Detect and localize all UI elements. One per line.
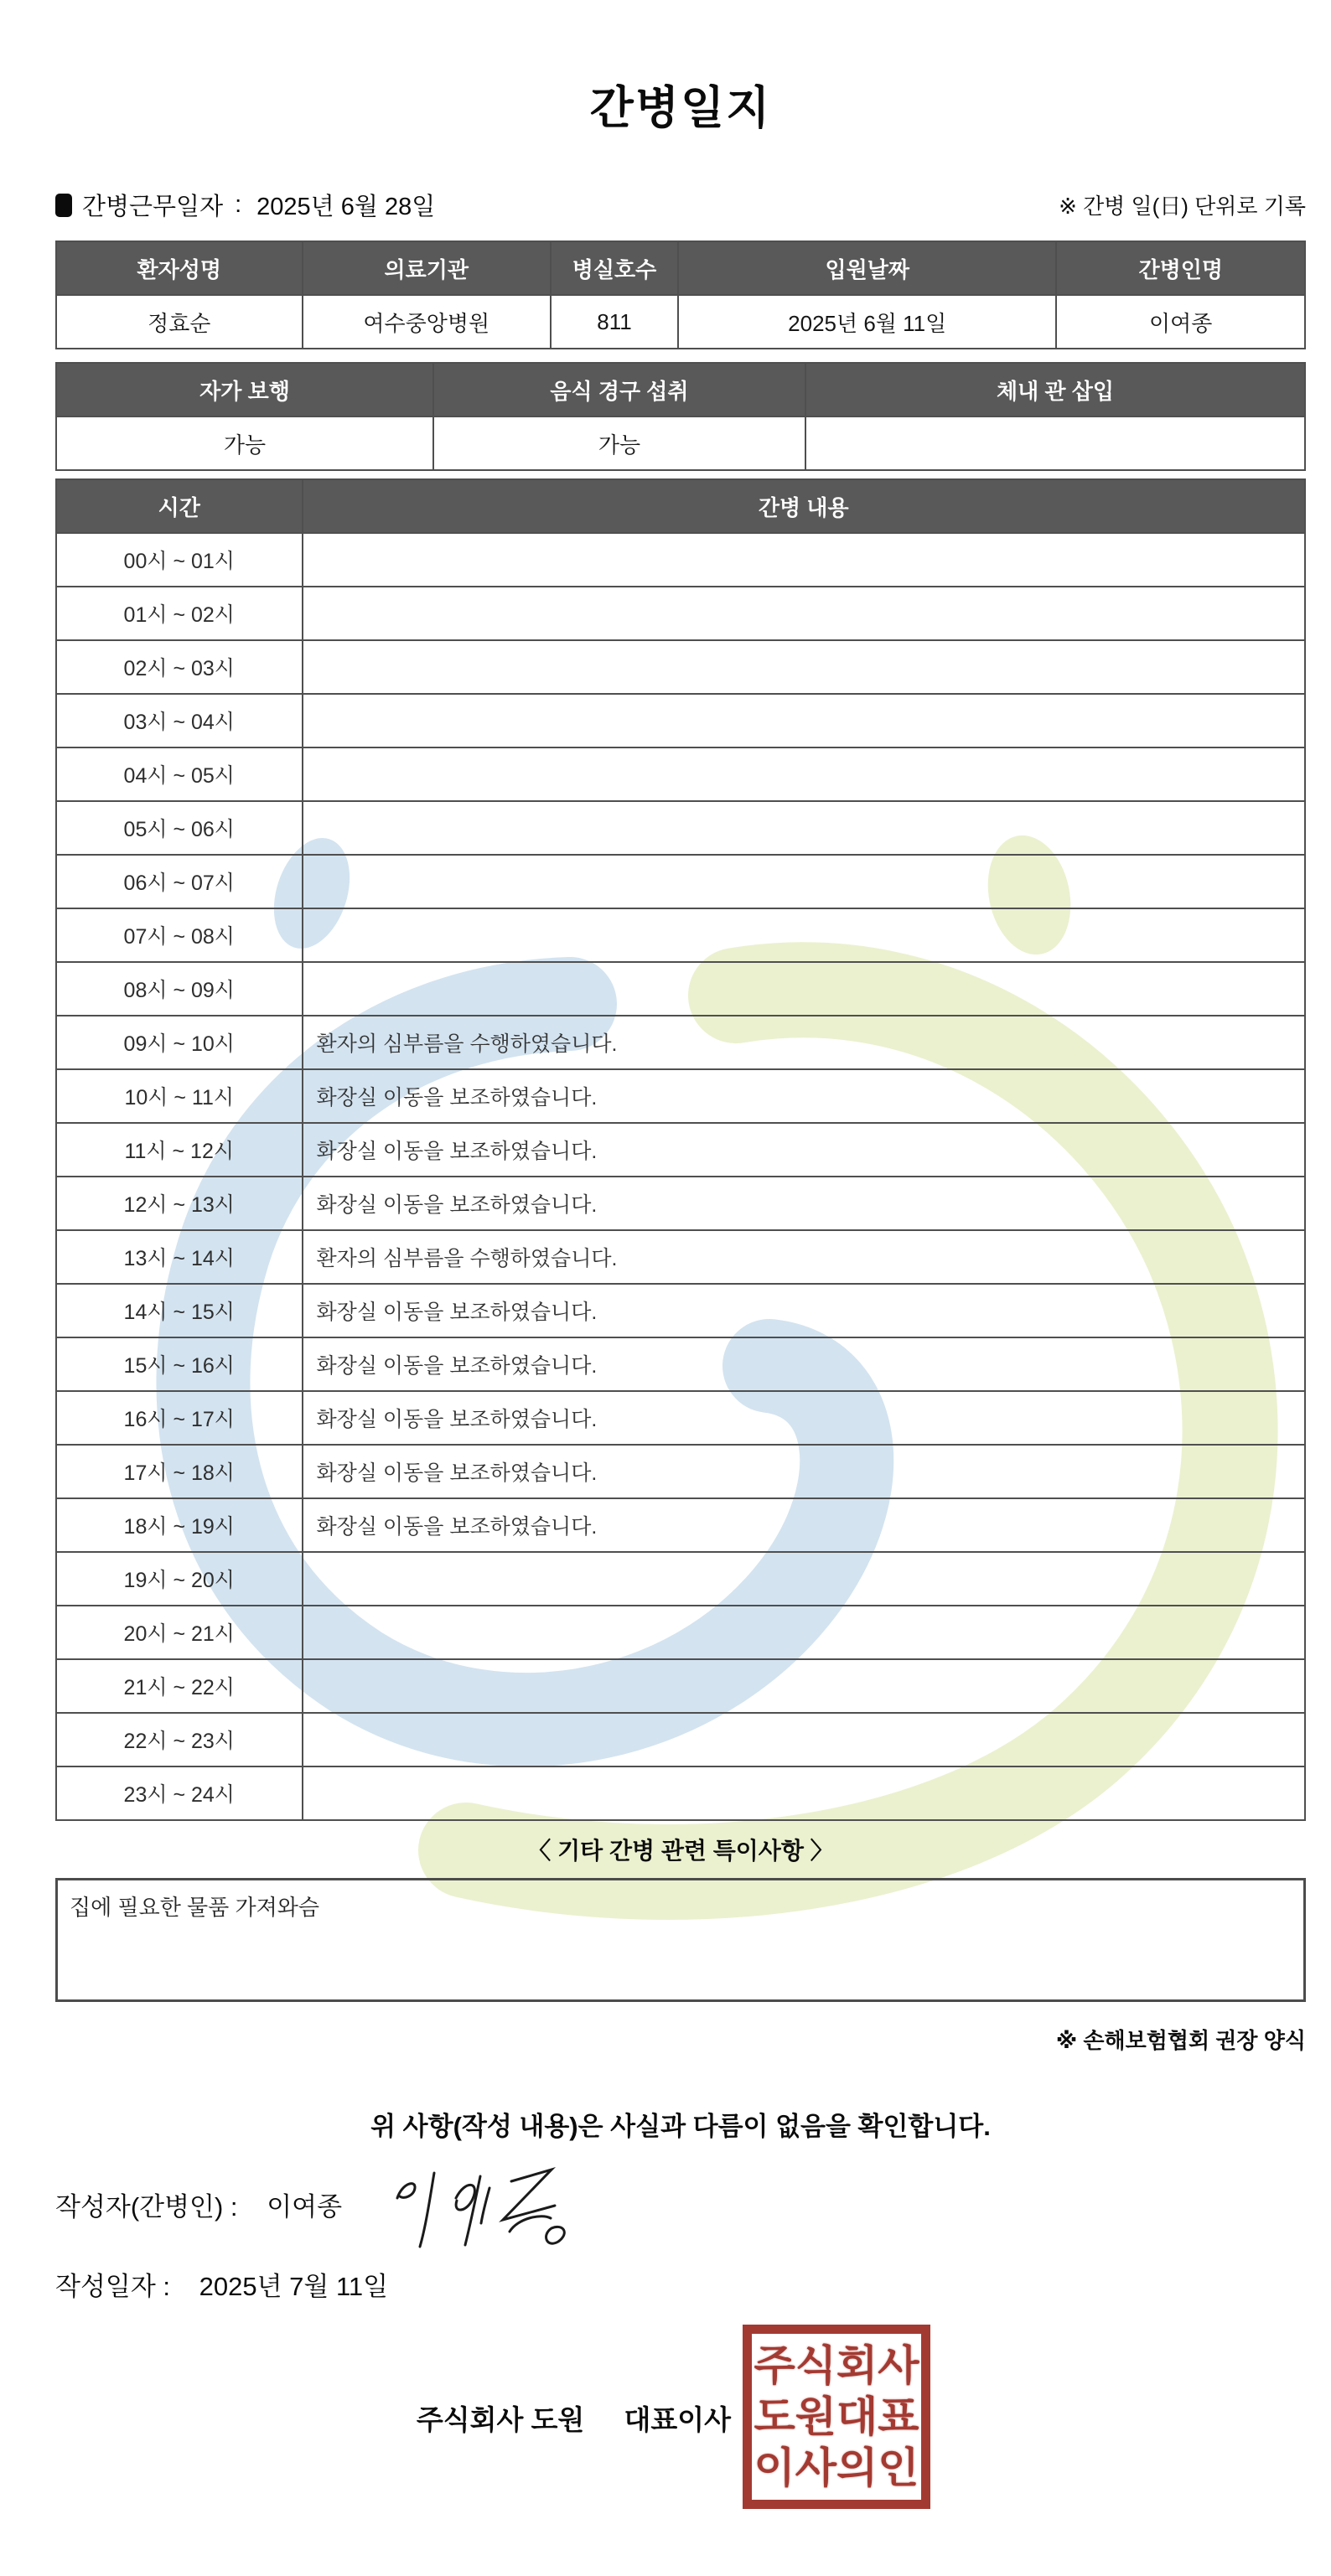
care-log-row [56, 1606, 1305, 1659]
care-log-row [56, 1337, 1305, 1391]
care-log-row [56, 694, 1305, 747]
write-date-value: 2025년 7월 11일 [199, 2272, 389, 2301]
care-content-cell: 화장실 이동을 보조하였습니다. [303, 1069, 1305, 1123]
writer-label: 작성자(간병인) : [55, 2192, 238, 2222]
notes-box: 집에 필요한 물품 가져와슴 [55, 1878, 1306, 2002]
care-log-row [56, 587, 1305, 640]
care-log-row [56, 1766, 1305, 1820]
care-content-cell [303, 1766, 1305, 1820]
care-content-cell [303, 855, 1305, 908]
write-date-label: 작성일자 : [55, 2272, 171, 2301]
self-walking-header: 자가 보행 [56, 363, 433, 416]
care-content-cell: 화장실 이동을 보조하였습니다. [303, 1498, 1305, 1552]
care-content-cell [303, 747, 1305, 801]
care-content-cell [303, 1659, 1305, 1713]
time-slot-cell: 10시 ~ 11시 [56, 1069, 303, 1123]
care-log-row [56, 801, 1305, 855]
writer-row [55, 2188, 1306, 2227]
care-content-cell: 화장실 이동을 보조하였습니다. [303, 1123, 1305, 1177]
writer-name: 이여종 [267, 2192, 343, 2222]
room-number-header: 병실호수 [551, 241, 678, 295]
care-log-row [56, 908, 1305, 962]
handwritten-signature [384, 2161, 593, 2262]
care-content-cell: 화장실 이동을 보조하였습니다. [303, 1177, 1305, 1230]
time-slot-cell: 06시 ~ 07시 [56, 855, 303, 908]
time-slot-cell: 11시 ~ 12시 [56, 1123, 303, 1177]
care-content-cell [303, 1552, 1305, 1606]
time-slot-cell: 19시 ~ 20시 [56, 1552, 303, 1606]
condition-header-row [56, 363, 1305, 416]
hospital-header: 의료기관 [303, 241, 552, 295]
care-content-cell: 환자의 심부름을 수행하였습니다. [303, 1230, 1305, 1284]
company-title: 대표이사 [624, 2404, 731, 2435]
care-log-row [56, 1123, 1305, 1177]
care-content-cell [303, 533, 1305, 587]
caregiver-name-header: 간병인명 [1056, 241, 1305, 295]
patient-name-value: 정효순 [56, 295, 303, 349]
care-log-row [56, 1552, 1305, 1606]
care-content-cell [303, 1606, 1305, 1659]
care-log-row [56, 1284, 1305, 1337]
hospital-value: 여수중앙병원 [303, 295, 552, 349]
tube-insertion-value [805, 416, 1305, 470]
care-log-row [56, 1659, 1305, 1713]
time-slot-cell: 00시 ~ 01시 [56, 533, 303, 587]
time-slot-cell: 05시 ~ 06시 [56, 801, 303, 855]
care-log-table [55, 478, 1306, 1821]
oral-intake-header: 음식 경구 섭취 [433, 363, 805, 416]
caregiver-name-value: 이여종 [1056, 295, 1305, 349]
care-log-row [56, 640, 1305, 694]
time-slot-cell: 03시 ~ 04시 [56, 694, 303, 747]
time-slot-cell: 17시 ~ 18시 [56, 1445, 303, 1498]
care-log-row [56, 1713, 1305, 1766]
care-content-cell [303, 640, 1305, 694]
care-content-cell: 화장실 이동을 보조하였습니다. [303, 1445, 1305, 1498]
patient-value-row [56, 295, 1305, 349]
time-slot-cell: 23시 ~ 24시 [56, 1766, 303, 1820]
oral-intake-value: 가능 [433, 416, 805, 470]
admission-date-header: 입원날짜 [678, 241, 1056, 295]
care-log-row [56, 1445, 1305, 1498]
stamp-line-3: 이사의인 [754, 2444, 919, 2491]
work-date-value: 2025년 6월 28일 [256, 194, 436, 220]
recommended-form-note: ※ 손해보험협회 권장 양식 [1055, 2028, 1306, 2053]
care-log-row [56, 747, 1305, 801]
care-header-row [56, 479, 1305, 533]
time-slot-cell: 08시 ~ 09시 [56, 962, 303, 1016]
care-log-row [56, 962, 1305, 1016]
meta-row [55, 188, 1306, 222]
page-title: 간병일지 [589, 83, 772, 133]
tube-insertion-header: 체내 관 삽입 [805, 363, 1305, 416]
time-slot-cell: 07시 ~ 08시 [56, 908, 303, 962]
time-slot-cell: 15시 ~ 16시 [56, 1337, 303, 1391]
care-log-row [56, 533, 1305, 587]
care-content-cell [303, 587, 1305, 640]
company-line [55, 2398, 731, 2438]
care-log-row [56, 1391, 1305, 1445]
admission-date-value: 2025년 6월 11일 [678, 295, 1056, 349]
self-walking-value: 가능 [56, 416, 433, 470]
time-slot-cell: 18시 ~ 19시 [56, 1498, 303, 1552]
time-slot-cell: 01시 ~ 02시 [56, 587, 303, 640]
company-name: 주식회사 도원 [416, 2404, 585, 2435]
time-slot-cell: 12시 ~ 13시 [56, 1177, 303, 1230]
care-log-row [56, 1016, 1305, 1069]
care-content-cell: 화장실 이동을 보조하였습니다. [303, 1284, 1305, 1337]
work-date-separator: : [235, 191, 242, 218]
room-number-value: 811 [551, 295, 678, 349]
time-slot-cell: 22시 ~ 23시 [56, 1713, 303, 1766]
condition-table [55, 362, 1306, 471]
care-log-row [56, 1069, 1305, 1123]
stamp-line-1: 주식회사 [754, 2342, 919, 2389]
time-header: 시간 [56, 479, 303, 533]
work-date-label: 간병근무일자 [82, 194, 224, 220]
work-date-line [55, 188, 435, 222]
time-slot-cell: 20시 ~ 21시 [56, 1606, 303, 1659]
unit-note: ※ 간병 일(日) 단위로 기록 [1059, 194, 1306, 219]
corporate-seal-stamp [743, 2325, 930, 2509]
time-slot-cell: 09시 ~ 10시 [56, 1016, 303, 1069]
care-content-cell: 환자의 심부름을 수행하였습니다. [303, 1016, 1305, 1069]
care-log-row [56, 1230, 1305, 1284]
care-content-cell: 화장실 이동을 보조하였습니다. [303, 1391, 1305, 1445]
patient-header-row [56, 241, 1305, 295]
care-log-row [56, 1177, 1305, 1230]
time-slot-cell: 16시 ~ 17시 [56, 1391, 303, 1445]
care-table-body [56, 479, 1305, 1820]
patient-name-header: 환자성명 [56, 241, 303, 295]
stamp-line-2: 도원대표 [754, 2393, 919, 2440]
care-content-cell [303, 1713, 1305, 1766]
time-slot-cell: 14시 ~ 15시 [56, 1284, 303, 1337]
care-log-row [56, 855, 1305, 908]
time-slot-cell: 02시 ~ 03시 [56, 640, 303, 694]
care-content-cell [303, 908, 1305, 962]
care-content-cell [303, 694, 1305, 747]
time-slot-cell: 13시 ~ 14시 [56, 1230, 303, 1284]
write-date-row [55, 2265, 1306, 2303]
confirmation-statement: 위 사항(작성 내용)은 사실과 다름이 없음을 확인합니다. [370, 2112, 991, 2141]
care-content-cell: 화장실 이동을 보조하였습니다. [303, 1337, 1305, 1391]
care-content-cell [303, 801, 1305, 855]
care-content-header: 간병 내용 [303, 479, 1305, 533]
notes-section-title: 〈 기타 간병 관련 특이사항 〉 [527, 1838, 834, 1864]
patient-info-table [55, 241, 1306, 349]
condition-value-row [56, 416, 1305, 470]
time-slot-cell: 21시 ~ 22시 [56, 1659, 303, 1713]
care-log-row [56, 1498, 1305, 1552]
square-bullet-icon [55, 194, 72, 217]
care-content-cell [303, 962, 1305, 1016]
time-slot-cell: 04시 ~ 05시 [56, 747, 303, 801]
